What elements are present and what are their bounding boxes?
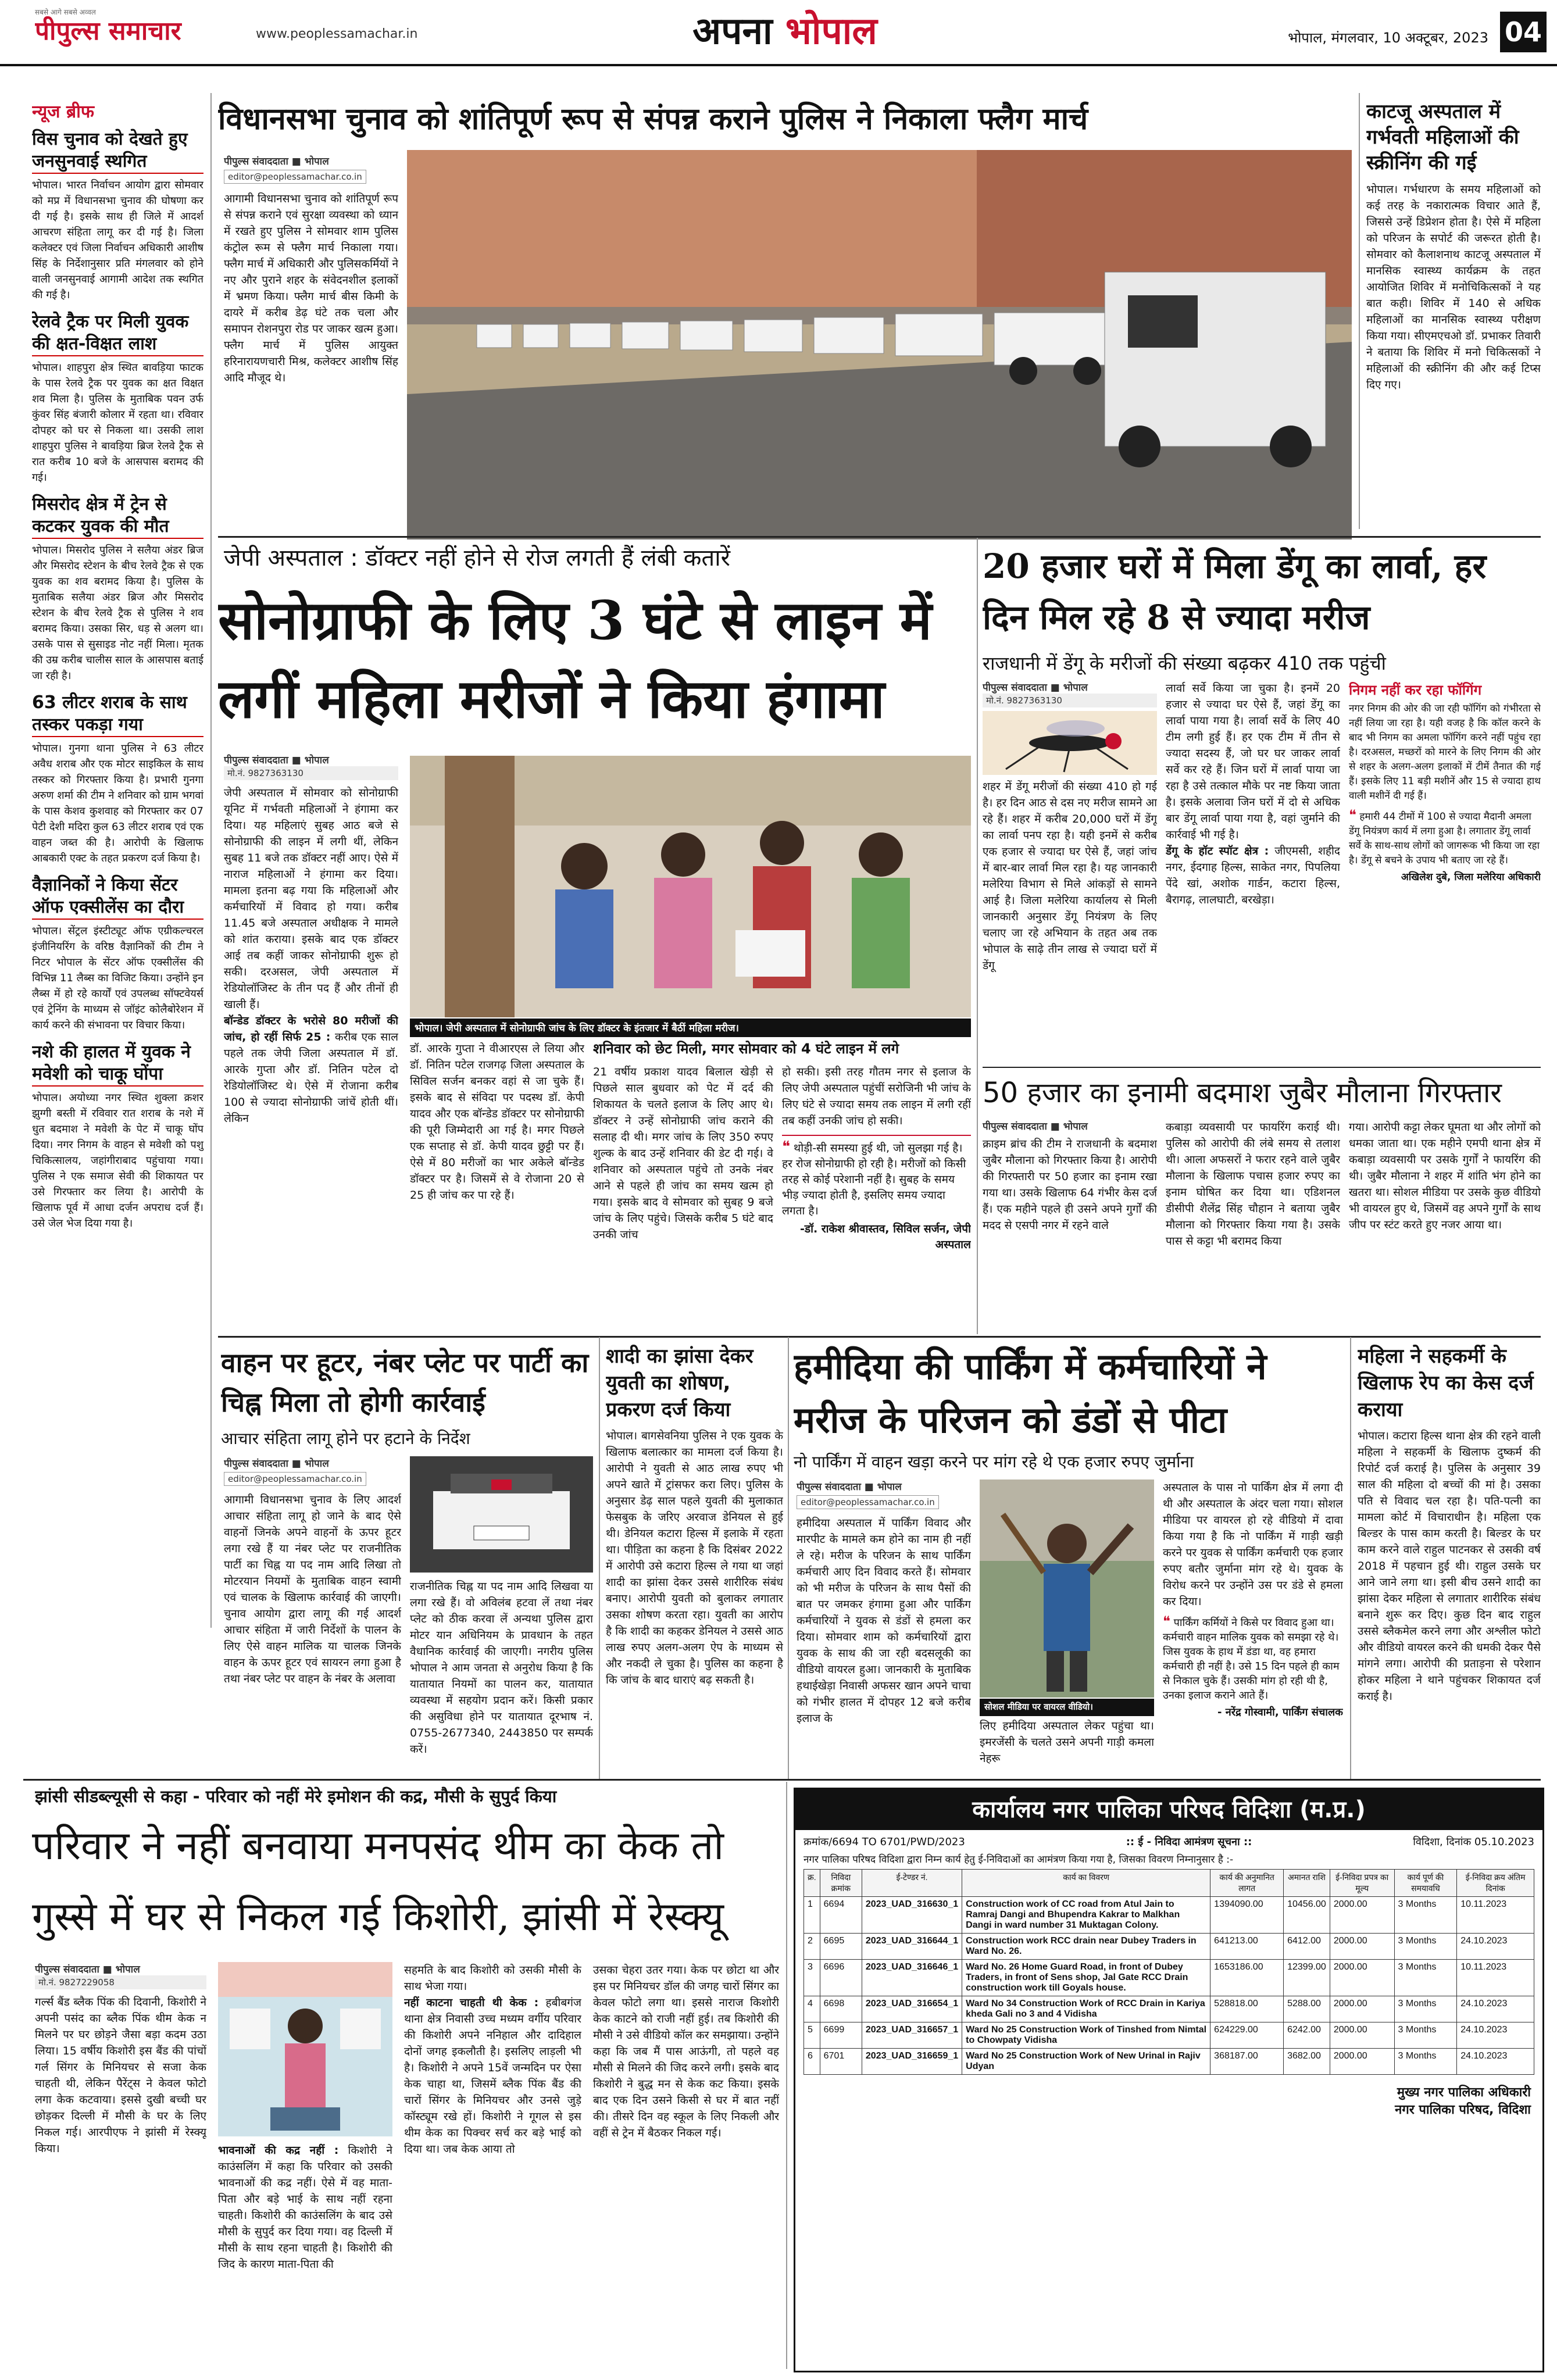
- dengue-col1: [983, 680, 1157, 1064]
- table-row: [804, 1934, 1534, 1960]
- logo[interactable]: [35, 7, 244, 48]
- jhansi-col2: [218, 2142, 392, 2369]
- tender-cell-tender: 2023_UAD_316644_1: [862, 1934, 962, 1960]
- hamidia-deck: नो पार्किंग में वाहन खड़ा करने पर मांग रहे थे एक हजार रुपए जुर्माना: [794, 1452, 1194, 1471]
- jp-col2-text: डॉ. आरके गुप्ता ने वीआरएस ले लिया और डॉ. नितिन पटेल राजगढ़ जिला अस्पताल के सिविल सर्जन बनकर वहां से जा चुके हैं। इसके बाद से संविदा पर पदस्थ डॉ. केपी यादव और एक बॉन्डेड डॉक्टर पर सोनोग्राफी की पूरी जिम्मेदारी आ गई है। मगर पिछले एक सप्ताह से डॉ. केपी यादव छुट्टी पर हैं। ऐसे में 80 मरीजों का भार अकेले बॉन्डेड डॉक्टर पर है। जिसमें से वे रोजाना 20 से 25 ही जांच कर पा रहे हैं।: [410, 1042, 584, 1202]
- brief-body: भोपाल। सेंट्रल इंस्टीट्यूट ऑफ एग्रीकल्चरल इंजीनियरिंग के वरिष्ठ वैज्ञानिकों की टीम ने निटर भोपाल के सेंटर ऑफ एक्सीलेंस की विभिन्न 11 लैब्स का विजिट किया। उन्होंने इन लैब्स में हो रहे कार्यों एवं उपलब्ध सॉफ्टवेयर्स एवं ट्रेनिंग के माध्यम से जॉइंट कोलैबोरेशन में कार्य करने की संभावना पर विचार किया।: [32, 925, 203, 1031]
- hamidia-quote: [1163, 1614, 1343, 1720]
- tender-cell-emd: 6412.00: [1284, 1934, 1330, 1960]
- logo-text: पीपुल्स समाचार: [35, 16, 181, 46]
- tender-cell-cost: 1653186.00: [1210, 1960, 1284, 1996]
- hooter-col1-text: आगामी विधानसभा चुनाव के लिए आदर्श आचार संहिता लागू हो जाने के बाद ऐसे वाहनों जिनके अपने वाहनों के ऊपर हूटर लगा रखे हैं या नंबर प्लेट पर राजनीतिक पार्टी का चिह्न या पद नाम आदि लिखा तो मोटरयान नियमों के मुताबिक वाहन स्वामी एवं चालक के खिलाफ कार्रवाई की जाएगी। चुनाव आयोग द्वारा लागू की गई आदर्श आचार संहिता में जारी निर्देशों के पालन के लिए ऐसे वाहन मालिक या चालक जिनके वाहन के ऊपर हूटर एवं सायरन लगा हुआ है तथा नंबर प्लेट पर वाहन के नंबर के अलावा: [224, 1493, 401, 1685]
- tender-cell-no: 6699: [820, 2022, 862, 2049]
- zubair-col3-text: गया। आरोपी कट्टा लेकर घूमता था और लोगों को धमका जाता था। एक महीने एमपी थाना क्षेत्र में कबाड़ा व्यवसायी पर उसके गुर्गों ने फायरिंग की थी। जुबैर मौलाना ने शहर में शांति भंग होने का खतरा था। सोशल मीडिया पर उसके कुछ वीडियो भी वायरल हुए थे, जिसमें वह अपने गुर्गों के साथ जीप पर स्टंट करते हुए नजर आया था।: [1349, 1121, 1541, 1231]
- jp-quote-text: थोड़ी-सी समस्या हुई थी, जो सुलझा गई है। हर रोज सोनोग्राफी हो रही है। मरीजों को किसी तरह से कोई परेशानी नहीं है। सुबह के समय भीड़ ज्यादा होती है, इसलिए समय ज्यादा लगता है।: [782, 1142, 966, 1217]
- jhansi-col2-text: किशोरी ने काउंसलिंग में कहा कि परिवार को उसकी भावनाओं की कद्र नहीं। ऐसे में वह माता-पिता और बड़े भाई के साथ नहीं रहना चाहती। किशोरी की काउंसलिंग के बाद उसे मौसी के सुपुर्द कर दिया गया। वह दिल्ली में मौसी के साथ रहना चाहती है। किशोरी की जिद के कारण माता-पिता की: [218, 2144, 392, 2271]
- tender-cell-emd: 10456.00: [1284, 1897, 1330, 1934]
- brief-body: भोपाल। मिसरोद पुलिस ने सलैया अंडर ब्रिज और मिसरोद स्टेशन के बीच रेलवे ट्रैक से एक युवक का शव बरामद किया है। पुलिस के मुताबिक सलैया अंडर ब्रिज और मिसरोद स्टेशन के बीच रेलवे ट्रैक से पुलिस ने शव बरामद किया। उसका सिर, धड़ से अलग था। उसके पास से सुसाइड नोट नहीं मिला। मृतक की उम्र करीब चालीस साल के आसपास बताई जा रही है।: [32, 544, 203, 682]
- katju-headline: काटजू अस्पताल में गर्भवती महिलाओं की स्क्रीनिंग की गई: [1366, 100, 1519, 174]
- dengue-hotspot-head: डेंगू के हॉट स्पॉट क्षेत्र :: [1166, 845, 1269, 857]
- hamidia-quote-by: - नरेंद्र गोस्वामी, पार्किंग संचालक: [1217, 1706, 1343, 1718]
- jhansi-col4: [593, 1962, 779, 2369]
- tender-cell-no: 6694: [820, 1897, 862, 1934]
- mobile: मो.नं. 9827229058: [35, 1975, 206, 1989]
- tender-cell-no: 6701: [820, 2049, 862, 2075]
- email[interactable]: editor@peoplessamachar.co.in: [224, 1472, 366, 1486]
- tender-cell-emd: 5288.00: [1284, 1996, 1330, 2022]
- news-brief-header: न्यूज ब्रीफ: [32, 102, 94, 122]
- news-brief-column: [32, 99, 203, 1622]
- zubair-col2: [1166, 1119, 1340, 1334]
- shadi-headline: शादी का झांसा देकर युवती का शोषण, प्रकरण दर्ज किया: [606, 1345, 753, 1421]
- tender-cell-cost: 1394090.00: [1210, 1897, 1284, 1934]
- tender-cell-tender: 2023_UAD_316630_1: [862, 1897, 962, 1934]
- brief-headline: नशे की हालत में युवक ने मवेशी को चाकू घोंपा: [32, 1041, 203, 1087]
- tender-cell-date: 24.10.2023: [1457, 2022, 1534, 2049]
- tender-column-header: ई-टेण्डर नं.: [862, 1870, 962, 1897]
- masthead: [0, 0, 1557, 66]
- tender-cell-fee: 2000.00: [1330, 1934, 1394, 1960]
- tender-signatory: मुख्य नगर पालिका अधिकारी: [1397, 2085, 1531, 2100]
- jp-subhead: बॉन्डेड डॉक्टर के भरोसे 80 मरीजों की जांच, हो रहीं सिर्फ 25 :: [224, 1014, 398, 1044]
- tender-column-header: ई-निविदा क्रय अंतिम दिनांक: [1457, 1870, 1534, 1897]
- rape-body: भोपाल। कटारा हिल्स थाना क्षेत्र की रहने वाली महिला ने सहकर्मी के खिलाफ दुष्कर्म की रिपोर्ट दर्ज कराई है। पुलिस के अनुसार 39 साल की महिला दो बच्चों की मां है। उसका पति से विवाद चल रहा है। पति-पत्नी का मामला कोर्ट में विचाराधीन है। महिला एक बिल्डर के पास काम करती है। बिल्डर के घर काम करने वाले राहुल पाटनकर से उसकी वर्ष 2018 में पहचान हुई थी। राहुल उसके घर आने जाने लगा था। इसी बीच उसने शादी का झांसा देकर महिला से लगातार शारीरिक संबंध बनाने शुरू कर दिए। कुछ दिन बाद राहुल उससे ब्लैकमेल करने लगा और अश्लील फोटो और वीडियो वायरल करने की धमकी देकर पैसे मांगने लगा। आरोपी की प्रताड़ना से परेशान होकर महिला ने थाने पहुंचकर शिकायत दर्ज कराई है।: [1358, 1430, 1541, 1703]
- tender-cell-cost: 624229.00: [1210, 2022, 1284, 2049]
- tender-cell-tender: 2023_UAD_316654_1: [862, 1996, 962, 2022]
- tender-cell-date: 10.11.2023: [1457, 1897, 1534, 1934]
- tender-column-header: अमानत राशि: [1284, 1870, 1330, 1897]
- hamidia-photo-caption: सोशल मीडिया पर वायरल वीडियो।: [980, 1699, 1154, 1716]
- jhansi-col1: [35, 1962, 206, 2369]
- dengue-col1-text: शहर में डेंगू मरीजों की संख्या 410 हो गई है। हर दिन आठ से दस नए मरीज सामने आ रहे हैं। शहर में करीब 20,000 घरों में डेंगू का लार्वा पनप रहा है। यही इनमें से करीब एक हजार से ज्यादा घर ऐसे हैं, जहां जांच में बार-बार लार्वा मिल रहा है। यह जानकारी मलेरिया विभाग से मिले आंकड़ों से सामने आई है। जिला मलेरिया कार्यालय से मिली जानकारी अनुसार डेंगू नियंत्रण के लिए चलाए जा रहे अभियान के तहत अब तक भोपाल के साढ़े तीन लाख से ज्यादा घरों में डेंगू: [983, 780, 1157, 972]
- byline: पीपुल्स संवाददाता ■ भोपाल: [224, 755, 329, 766]
- tender-cell-fee: 2000.00: [1330, 1960, 1394, 1996]
- zubair-col1-text: क्राइम ब्रांच की टीम ने राजधानी के बदमाश जुबैर मौलाना को गिरफ्तार किया है। आरोपी की गिरफ्तारी पर 50 हजार का इनाम रखा गया था। उसके खिलाफ 64 गंभीर केस दर्ज हैं। एक महीने पहले ही उसने अपने गुर्गों की मदद से एसपी नगर में रहने वाले: [983, 1138, 1157, 1232]
- hamidia-col3: [1163, 1480, 1343, 1776]
- mobile: मो.नं. 9827363130: [224, 766, 398, 780]
- flag-march-body: आगामी विधानसभा चुनाव को शांतिपूर्ण रूप से संपन्न कराने एवं सुरक्षा व्यवस्था को ध्यान में रखते हुए पुलिस ने सोमवार शाम पुलिस कंट्रोल रूम से फ्लैग मार्च निकाला गया। फ्लैग मार्च में अधिकारी और पुलिसकर्मियों ने नए और पुराने शहर के संवेदनशील इलाकों में भ्रमण किया। फ्लैग मार्च बीस किमी के दायरे में करीब डेढ़ घंटे तक चला और समापन रोशनपुरा रोड पर जाकर खत्म हुआ। फ्लैग मार्च में पुलिस आयुक्त हरिनारायणचारी मिश्र, कलेक्टर आशीष सिंह आदि मौजूद थे।: [224, 192, 398, 384]
- news-brief-list: [32, 128, 203, 1231]
- jp-photo-caption: भोपाल। जेपी अस्पताल में सोनोग्राफी जांच के लिए डॉक्टर के इंतजार में बैठीं महिला मरीज।: [410, 1019, 971, 1037]
- flag-march-text: [224, 154, 398, 538]
- tender-cell-time: 3 Months: [1394, 1960, 1457, 1996]
- tender-cell-no: 6695: [820, 1934, 862, 1960]
- tender-cell-tender: 2023_UAD_316659_1: [862, 2049, 962, 2075]
- jhansi-headline: परिवार ने नहीं बनवाया मनपसंद थीम का केक तो गुस्से में घर से निकल गई किशोरी, झांसी में रेस्क्यू: [32, 1823, 724, 1940]
- tender-column-header: क्र.: [804, 1870, 820, 1897]
- mosquito-image: [983, 711, 1157, 775]
- section-title-part1: अपना: [692, 10, 773, 53]
- tender-cell-cost: 641213.00: [1210, 1934, 1284, 1960]
- brief-headline: रेलवे ट्रैक पर मिली युवक की क्षत-विक्षत लाश: [32, 311, 203, 356]
- dengue-side-head: निगम नहीं कर रहा फॉगिंग: [1349, 682, 1482, 698]
- dengue-headline: 20 हजार घरों में मिला डेंगू का लार्वा, हर दिन मिल रहे 8 से ज्यादा मरीज: [983, 546, 1487, 637]
- hooter-photo: [410, 1456, 593, 1573]
- tender-cell-sno: 5: [804, 2022, 820, 2049]
- tender-cell-tender: 2023_UAD_316646_1: [862, 1960, 962, 1996]
- hooter-deck: आचार संहिता लागू होने पर हटाने के निर्देश: [221, 1429, 470, 1448]
- tender-cell-emd: 6242.00: [1284, 2022, 1330, 2049]
- tender-signatory-office: नगर पालिका परिषद, विदिशा: [1395, 2103, 1531, 2117]
- tender-cell-emd: 3682.00: [1284, 2049, 1330, 2075]
- tender-cell-time: 3 Months: [1394, 1996, 1457, 2022]
- jhansi-col1-text: गर्ल्स बैंड ब्लैक पिंक की दिवानी, किशोरी ने अपनी पसंद का ब्लैक पिंक थीम केक न मिलने पर घर छोड़ने जैसा बड़ा कदम उठा लिया। 15 वर्षीय किशोरी इस बैंड की पांचों गर्ल सिंगर के मिनियचर से सजा केक चाहती थी, लेकिन पैरेंट्स ने केवल फोटो लगा केक कटवाया। इससे दुखी बच्ची घर छोड़कर दिल्ली में मौसी के घर के लिए निकल गई। आरपीएफ ने झांसी में रेस्क्यू किया।: [35, 1996, 206, 2155]
- dengue-quote-by: अखिलेश दुबे, जिला मलेरिया अधिकारी: [1401, 871, 1541, 883]
- tender-cell-sno: 2: [804, 1934, 820, 1960]
- tender-cell-cost: 528818.00: [1210, 1996, 1284, 2022]
- tender-cell-desc: Ward No 34 Construction Work of RCC Drain in Kariya kheda Gali no 3 and 4 Vidisha: [962, 1996, 1210, 2022]
- hamidia-col1-text: हमीदिया अस्पताल में पार्किंग विवाद और मारपीट के मामले कम होने का नाम ही नहीं ले रहे। मरीज के परिजन के साथ पार्किंग कर्मचारी आए दिन विवाद करते हैं। सोमवार को भी मरीज के परिजन के साथ पैसों की बात पर जमकर हंगामा हुआ और पार्किंग कर्मचारियों ने युवक से डंडों से हमला कर दिया। सोमवार शाम को कर्मचारियों द्वारा युवक के साथ की जा रही बदसलूकी का वीडियो वायरल हुआ। जानकारी के मुताबिक हथाईखेड़ा निवासी अफसर खान अपने चाचा को गंभीर हालत में दोपहर 12 बजे करीब इलाज के: [797, 1517, 971, 1725]
- hooter-col1: [224, 1456, 401, 1776]
- jp-col4: [782, 1064, 971, 1331]
- brief-headline: विस चुनाव को देखते हुए जनसुनवाई स्थगित: [32, 128, 203, 174]
- jp-col3-text: 21 वर्षीय प्रकाश यादव बिलाल खेड़ी से पिछले साल बुधवार को पेट में दर्द की शिकायत के चलते इलाज के लिए आए थे। डॉक्टर ने उन्हें सोनोग्राफी जांच कराने की सलाह दी थी। मगर जांच के लिए 350 रुपए शुल्क के बाद उन्हें शनिवार की डेट दी गई। वे शनिवार को अस्पताल पहुंचे तो उनके नंबर आने से पहले ही जांच का समय खत्म हो गया। इसके बाद वे सोमवार को सुबह 9 बजे जांच के लिए पहुंचे। जिसके करीब 5 घंटे बाद उनकी जांच: [593, 1066, 773, 1241]
- tender-cell-desc: Construction work of CC road from Atul Jain to Ramraj Dangi and Bhupendra Kakrar to Malkhan Dangi in ward number 31 Muktagan Colony.: [962, 1897, 1210, 1934]
- tender-column-header: ई-निविदा प्रपत्र का मूल्य: [1330, 1870, 1394, 1897]
- brief-body: भोपाल। शाहपुरा क्षेत्र स्थित बावड़िया फाटक के पास रेलवे ट्रैक पर युवक का क्षत विक्षत शव मिला है। पुलिस के मुताबिक पवन उर्फ कुंवर सिंह बंजारी कोलार में रहता था। रविवार दोपहर को घर से निकला था। उसकी लाश शाहपुरा पुलिस ने बावड़िया ब्रिज रेलवे ट्रैक से रात करीब 10 बजे के आसपास बरामद की गई।: [32, 362, 203, 484]
- section-title: [640, 8, 930, 55]
- hooter-col2-text: राजनीतिक चिह्न या पद नाम आदि लिखवा या लगा रखे हैं। वो अविलंब हटवा लें तथा नंबर प्लेट को ठीक करवा लें अन्यथा पुलिस द्वारा मोटर यान अधिनियम के प्रावधान के तहत वैधानिक कार्रवाई की जाएगी। नगरीय पुलिस भोपाल ने आम जनता से अनुरोध किया है कि यातायात नियमों का पालन कर, यातायात व्यवस्था में सहयोग प्रदान करें। किसी प्रकार की असुविधा होने पर यातायात दूरभाष नं. 0755-2677340, 2443850 पर सम्पर्क करें।: [410, 1580, 593, 1756]
- tender-notice: [794, 1788, 1544, 2372]
- jp-quote-by: -डॉ. राकेश श्रीवास्तव, सिविल सर्जन, जेपी अस्पताल: [800, 1223, 971, 1251]
- jp-subhead-2: शनिवार को छेट मिली, मगर सोमवार को 4 घंटे लाइन में लगे: [593, 1041, 899, 1057]
- jhansi-col4-text: उसका चेहरा उतर गया। केक पर छोटा था और इस पर मिनियचर डॉल की जगह चारों सिंगर का केवल फोटो लगा था। इससे नाराज किशोरी केक काटने को राजी नहीं हुई। तब किशोरी की मौसी ने उसे वीडियो कॉल कर समझाया। उन्होंने कहा कि जब मैं पास आऊंगी, तो पहले वह मौसी से मिलने की जिद करने लगी। इसके बाद किशोरी ने बुद्ध मन से केक कट किया। इसके बाद एक दिन उसने किसी से घर में बात नहीं की। तीसरे दिन वह स्कूल के लिए निकली और वहीं से ट्रेन में बैठकर निकल गई।: [593, 1964, 779, 2139]
- jhansi-kicker: झांसी सीडब्ल्यूसी से कहा - परिवार को नहीं मेरे इमोशन की कद्र, मौसी के सुपुर्द किया: [35, 1786, 557, 1806]
- katju-story: [1366, 99, 1541, 529]
- byline: पीपुल्स संवाददाता ■ भोपाल: [224, 156, 329, 167]
- jp-col1: [224, 753, 398, 1334]
- tender-table-header: [804, 1870, 1534, 1897]
- logo-tagline: सबसे आगे सबसे अव्वल: [35, 8, 96, 16]
- rape-story: [1358, 1343, 1541, 1776]
- zubair-col2-text: कबाड़ा व्यवसायी पर फायरिंग कराई थी। पुलिस को आरोपी की लंबे समय से तलाश थी। आला अफसरों ने फरार रहने वाले जुबैर मौलाना के खिलाफ पचास हजार रुपए का इनाम घोषित कर दिया था। एडिशनल डीसीपी शैलेंद्र सिंह चौहान ने बताया जुबैर मौलाना को गिरफ्तार किया गया है। उसके पास से कट्टा भी बरामद किया: [1166, 1121, 1340, 1248]
- rape-headline: महिला ने सहकर्मी के खिलाफ रेप का केस दर्ज कराया: [1358, 1345, 1534, 1421]
- byline: पीपुल्स संवाददाता ■ भोपाल: [35, 1964, 140, 1975]
- quote-icon: ❝: [1163, 1613, 1170, 1629]
- table-row: [804, 2022, 1534, 2049]
- jp-quote: [782, 1135, 971, 1253]
- tender-cell-desc: Ward No. 26 Home Guard Road, in front of Dubey Traders, in front of Sens shop, Jal Gate RCC Drain construction work till Goyals house.: [962, 1960, 1210, 1996]
- tender-cell-desc: Construction work RCC drain near Dubey Traders in Ward No. 26.: [962, 1934, 1210, 1960]
- jp-headline: सोनोग्राफी के लिए 3 घंटे से लाइन में लगीं महिला मरीजों ने किया हंगामा: [218, 589, 932, 730]
- byline: पीपुल्स संवाददाता ■ भोपाल: [983, 682, 1088, 694]
- tender-cell-desc: Ward No 25 Construction Work of Tinshed from Nimtal to Chowpaty Vidisha: [962, 2022, 1210, 2049]
- tender-cell-sno: 6: [804, 2049, 820, 2075]
- tender-date: विदिशा, दिनांक 05.10.2023: [1413, 1836, 1534, 1848]
- jhansi-col3: [404, 1962, 581, 2369]
- brief-body: भोपाल। भारत निर्वाचन आयोग द्वारा सोमवार को मप्र में विधानसभा चुनाव की घोषणा कर दी गई है। इसके साथ ही जिले में आदर्श आचरण संहिता लागू कर दी गई है। जिला कलेक्टर एवं जिला निर्वाचन अधिकारी आशीष सिंह के निर्देशानुसार प्रति मंगलवार को होने वाली जनसुनवाई आगामी आदेश तक स्थगित की गई है।: [32, 179, 203, 301]
- tender-ref: क्रमांक/6694 TO 6701/PWD/2023: [804, 1836, 965, 1848]
- shadi-story: [606, 1343, 783, 1776]
- hooter-headline: वाहन पर हूटर, नंबर प्लेट पर पार्टी का चिह्न मिला तो होगी कार्रवाई: [221, 1347, 589, 1418]
- zubair-col1: [983, 1119, 1157, 1334]
- flag-march-photo: [407, 150, 1352, 539]
- zubair-headline: 50 हजार का इनामी बदमाश जुबैर मौलाना गिरफ्तार: [983, 1077, 1502, 1109]
- tender-column-header: कार्य की अनुमानित लागत: [1210, 1870, 1284, 1897]
- tender-cell-date: 24.10.2023: [1457, 2049, 1534, 2075]
- tender-cell-no: 6698: [820, 1996, 862, 2022]
- tender-cell-time: 3 Months: [1394, 2049, 1457, 2075]
- tender-cell-sno: 4: [804, 1996, 820, 2022]
- tender-cell-fee: 2000.00: [1330, 2049, 1394, 2075]
- quote-icon: ❝: [1349, 807, 1356, 823]
- dengue-deck: राजधानी में डेंगू के मरीजों की संख्या बढ़कर 410 तक पहुंची: [983, 652, 1386, 674]
- tender-cell-cost: 368187.00: [1210, 2049, 1284, 2075]
- table-row: [804, 1996, 1534, 2022]
- tender-title: :: ई - निविदा आमंत्रण सूचना ::: [1126, 1836, 1252, 1848]
- flag-march-headline: विधानसभा चुनाव को शांतिपूर्ण रूप से संपन्न कराने पुलिस ने निकाला फ्लैग मार्च: [218, 101, 1088, 137]
- jhansi-illustration: [218, 1962, 392, 2136]
- table-row: [804, 1897, 1534, 1934]
- tender-table: [804, 1869, 1534, 2075]
- hooter-col2: [410, 1578, 593, 1776]
- brief-headline: वैज्ञानिकों ने किया सेंटर ऑफ एक्सीलेंस का दौरा: [32, 874, 203, 920]
- brief-headline: मिसरोद क्षेत्र में ट्रेन से कटकर युवक की मौत: [32, 494, 203, 539]
- hamidia-col1: [797, 1480, 971, 1776]
- tender-cell-time: 3 Months: [1394, 1934, 1457, 1960]
- jp-photo: [410, 756, 971, 1017]
- dateline: भोपाल, मंगलवार, 10 अक्टूबर, 2023: [1288, 30, 1488, 46]
- byline: पीपुल्स संवाददाता ■ भोपाल: [224, 1458, 329, 1470]
- tender-cell-date: 10.11.2023: [1457, 1960, 1534, 1996]
- brief-body: भोपाल। गुनगा थाना पुलिस ने 63 लीटर अवैध शराब और एक मोटर साइकिल के साथ तस्कर को गिरफ्तार किया है। प्रभारी गुनगा अरुण शर्मा की टीम ने शनिवार को ग्राम भगवां के पास केशव कुशवाह को गिरफ्तार कर 07 पेटी देशी मदिरा कुल 63 लीटर शराब एवं एक वाहन जब्त की है। आरोपी के खिलाफ आबकारी एक्ट के तहत प्रकरण दर्ज किया है।: [32, 742, 203, 864]
- tender-cell-sno: 1: [804, 1897, 820, 1934]
- tender-cell-date: 24.10.2023: [1457, 1996, 1534, 2022]
- tender-column-header: निविदा क्रमांक: [820, 1870, 862, 1897]
- tender-column-header: कार्य पूर्ण की समयावधि: [1394, 1870, 1457, 1897]
- hamidia-col2-text: लिए हमीदिया अस्पताल लेकर पहुंचा था। इमरजेंसी के चलते उसने अपनी गाड़ी कमला नेहरू: [980, 1720, 1154, 1765]
- tender-column-header: कार्य का विवरण: [962, 1870, 1210, 1897]
- jp-col1-text: जेपी अस्पताल में सोमवार को सोनोग्राफी यूनिट में गर्भवती महिलाओं ने हंगामा कर दिया। यह महिलाएं सुबह आठ बजे से सोनोग्राफी की लाइन में लगी थीं, लेकिन सुबह 11 बजे तक डॉक्टर नहीं आए। ऐसे में नाराज महिलाओं ने हंगामा कर दिया। मामला इतना बढ़ गया कि महिलाओं और कर्मचारियों में विवाद हो गया। करीब 11.45 बजे अस्पताल अधीक्षक ने मामले को शांत कराया। इसके बाद एक डॉक्टर आई तब कहीं जाकर सोनोग्राफी शुरू हो सकी। दरअसल, जेपी अस्पताल में रेडियोलॉजिस्ट के तीन पद हैं और तीनों ही खाली हैं।: [224, 787, 398, 1011]
- dengue-col2: [1166, 680, 1340, 1064]
- dengue-quote-text: हमारी 44 टीमों में 100 से ज्यादा मैदानी अमला डेंगू नियंत्रण कार्य में लगा हुआ है। लगातार डेंगू लार्वा सर्वे के साथ-साथ लोगों को जागरूक भी किया जा रहा है। डेंगू से बचने के उपाय भी बताए जा रहे हैं।: [1349, 811, 1540, 866]
- hamidia-col3-text: अस्पताल के पास नो पार्किंग क्षेत्र में लगा दी थी और अस्पताल के अंदर चला गया। सोशल मीडिया पर वायरल हो रहे वीडियो में दावा किया गया है कि नो पार्किंग में गाड़ी खड़ी करने पर युवक से पार्किंग कर्मचारी एक हजार रुपए बतौर जुर्माना मांग रहे थे। युवक के विरोध करने पर उन्होंने उस पर डंडे से हमला कर दिया।: [1163, 1481, 1343, 1608]
- email[interactable]: editor@peoplessamachar.co.in: [797, 1495, 939, 1509]
- tender-cell-emd: 12399.00: [1284, 1960, 1330, 1996]
- tender-intro: नगर पालिका परिषद विदिशा द्वारा निम्न कार्य हेतु ई-निविदाओं का आमंत्रण किया गया है, जिसका विवरण निम्नानुसार है :-: [804, 1854, 1234, 1866]
- jp-col1b-text: करीब एक साल पहले तक जेपी जिला अस्पताल में डॉ. आरके गुप्ता और डॉ. नितिन पटेल दो रेडियोलॉजिस्ट थे। ऐसे में रोजाना करीब 100 से ज्यादा सोनोग्राफी जांचें होती थीं। लेकिन: [224, 1031, 398, 1125]
- tender-office: कार्यालय नगर पालिका परिषद विदिशा (म.प्र.): [795, 1789, 1542, 1830]
- jp-col3: [593, 1064, 773, 1331]
- tender-cell-fee: 2000.00: [1330, 2022, 1394, 2049]
- dengue-sidebar: [1349, 680, 1541, 1064]
- byline: पीपुल्स संवाददाता ■ भोपाल: [983, 1121, 1088, 1132]
- mobile: मो.नं. 9827363130: [983, 694, 1157, 707]
- dengue-side-text: नगर निगम की ओर की जा रही फॉगिंग को गंभीरता से नहीं लिया जा रहा है। यही वजह है कि कॉल करने के बाद भी निगम का अमला फॉगिंग करने नहीं पहुंच रहा है। दरअसल, मच्छरों को मारने के लिए निगम की ओर से शहर के अलग-अलग इलाकों में टीमें तैनात की गई हैं। इसके लिए 11 बड़ी मशीनें और 15 से ज्यादा हाथ वाली मशीनें दी गई हैं।: [1349, 703, 1541, 802]
- tender-cell-time: 3 Months: [1394, 1897, 1457, 1934]
- jp-kicker: जेपी अस्पताल : डॉक्टर नहीं होने से रोज लगती हैं लंबी कतारें: [224, 545, 730, 571]
- dengue-col2-text: लार्वा सर्वे किया जा चुका है। इनमें 20 हजार से ज्यादा घर ऐसे हैं, जहां डेंगू का लार्वा पाया गया है। लार्वा सर्वे के लिए 40 टीम लगी हुई हैं। हर एक टीम में तीन से ज्यादा सदस्य हैं, जो घर घर जाकर लार्वा सर्वे कर रहे हैं। जिन घरों में लार्वा पाया जा रहा है उसे तत्काल मौके पर नष्ट किया जाता है। इसके अलावा जिन घरों में दो से अधिक बार डेंगू लार्वा पाया गया है, वहां जुर्माने की कार्रवाई भी गई है।: [1166, 682, 1340, 841]
- tender-cell-desc: Ward No 25 Construction Work of New Urinal in Rajiv Udyan: [962, 2049, 1210, 2075]
- tender-cell-date: 24.10.2023: [1457, 1934, 1534, 1960]
- page-number: 04: [1500, 12, 1547, 52]
- jhansi-subhead-2: नहीं काटना चाहती थी केक :: [404, 1996, 539, 2009]
- jhansi-col3b-text: हबीबगंज थाना क्षेत्र निवासी उच्च मध्यम वर्गीय परिवार की किशोरी अपने ननिहाल और दादिहाल दोनों जगह इकलौती है। इसलिए लाड़ली भी है। किशोरी ने अपने 15वें जन्मदिन पर ऐसा केक चाहा था, जिसमें ब्लैक पिंक बैंड की चारों सिंगर के मिनियचर और उनसे जुड़े कॉस्ट्यूम रखे हों। किशोरी ने गूगल से इस थीम केक का पिक्चर सर्च कर बड़े भाई को दिया था। जब केक आया तो: [404, 1996, 581, 2156]
- hamidia-photo: [980, 1480, 1154, 1698]
- tender-cell-tender: 2023_UAD_316657_1: [862, 2022, 962, 2049]
- email[interactable]: editor@peoplessamachar.co.in: [224, 170, 366, 184]
- hamidia-headline: हमीदिया की पार्किंग में कर्मचारियों ने मरीज के परिजन को डंडों से पीटा: [794, 1345, 1267, 1441]
- section-title-part2: भोपाल: [785, 10, 877, 53]
- dengue-hotspot-text: जीएमसी, शहीद नगर, ईदगाह हिल्स, साकेत नगर, पिपलिया पेंदे खां, अशोक गार्डन, कटारा हिल्स, बैरागढ़, लालघाटी, बरखेड़ा।: [1166, 845, 1340, 906]
- hamidia-quote-text: पार्किंग कर्मियों ने किसे पर विवाद हुआ था। कर्मचारी वाहन मालिक युवक को समझा रहे थे। जिस युवक के हाथ में डंडा था, वह हमारा कर्मचारी ही नहीं है। उसे 15 दिन पहले ही काम से निकाल चुके हैं। उसकी मांग हो रही थी है, उनका इलाज कराने आते हैं।: [1163, 1617, 1340, 1702]
- tender-cell-fee: 2000.00: [1330, 1897, 1394, 1934]
- tender-cell-time: 3 Months: [1394, 2022, 1457, 2049]
- tender-cell-no: 6696: [820, 1960, 862, 1996]
- table-row: [804, 2049, 1534, 2075]
- katju-body: भोपाल। गर्भधारण के समय महिलाओं को कई तरह के नकारात्मक विचार आते हैं, जिससे उन्हें डिप्रेशन होता है। ऐसे में महिला को परिजन के सपोर्ट की जरूरत होती है। सोमवार को कैलाशनाथ काटजू अस्पताल में मानसिक स्वास्थ्य कार्यक्रम के तहत आयोजित शिविर में मनोचिकित्सकों ने यह बात कही। शिविर में 140 से अधिक महिलाओं का मानसिक स्वास्थ्य परीक्षण किया गया। सीएमएचओ डॉ. प्रभाकर तिवारी ने बताया कि शिविर में मनो चिकित्सकों ने महिलाओं की स्क्रीनिंग की और कई टिप्स दिए गए।: [1366, 183, 1541, 391]
- tender-cell-fee: 2000.00: [1330, 1996, 1394, 2022]
- shadi-body: भोपाल। बागसेवनिया पुलिस ने एक युवक के खिलाफ बलात्कार का मामला दर्ज किया है। आरोपी ने युवती से आठ लाख रुपए भी अपने खाते में ट्रांसफर करा लिए। पुलिस के अनुसार डेढ़ साल पहले युवती की मुलाकात फेसबुक के जरिए अरवाज डेनियल से हुई थी। डेनियल कटारा हिल्स में इलाके में रहता था। पीड़िता का कहना है कि दिसंबर 2022 में आरोपी उसे कटारा हिल्स ले गया था जहां शादी का झांसा देकर उससे शारीरिक संबंध बनाए। आरोपी युवती को बुलाकर लगातार उसका शोषण करता रहा। युवती का आरोप है कि शादी का कहकर डेनियल ने उससे आठ लाख रुपए अलग-अलग ऐप के माध्यम से और नकदी ले चुका है। पुलिस का कहना है कि जांच के बाद धाराएं बढ़ सकती है।: [606, 1430, 783, 1686]
- jhansi-col3-text: सहमति के बाद किशोरी को उसकी मौसी के साथ भेजा गया।: [404, 1964, 581, 1993]
- quote-icon: ❝: [782, 1138, 790, 1156]
- byline: पीपुल्स संवाददाता ■ भोपाल: [797, 1481, 902, 1493]
- jhansi-subhead: भावनाओं की कद्र नहीं :: [218, 2144, 339, 2157]
- jp-col2: [410, 1041, 584, 1331]
- brief-body: भोपाल। अयोध्या नगर स्थित शुक्ला क्रशर झुग्गी बस्ती में रविवार रात शराब के नशे में धुत बदमाश ने मवेशी के पेट में चाकू घोंप दिया। नगर निगम के वाहन से मवेशी को पशु चिकित्सालय, जहांगीराबाद पहुंचाया गया। पुलिस ने एक समाज सेवी की शिकायत पर उसे गिरफ्तार कर लिया है। आरोपी के खिलाफ पूर्व में आधा दर्जन अपराध दर्ज हैं। उसे जेल भेज दिया गया है।: [32, 1092, 203, 1230]
- table-row: [804, 1960, 1534, 1996]
- hamidia-col2: [980, 1718, 1154, 1776]
- jp-col4-text: हो सकी। इसी तरह गौतम नगर से इलाज के लिए जेपी अस्पताल पहुंचीं सरोजिनी भी जांच के लिए घंटे से ज्यादा समय तक लाइन में लगी रहीं तब कहीं उनकी जांच हो सकी।: [782, 1066, 971, 1127]
- dengue-quote: [1349, 808, 1541, 885]
- tender-cell-sno: 3: [804, 1960, 820, 1996]
- brief-headline: 63 लीटर शराब के साथ तस्कर पकड़ा गया: [32, 692, 203, 737]
- site-url[interactable]: www.peoplessamachar.in: [256, 27, 418, 41]
- zubair-col3: [1349, 1119, 1541, 1334]
